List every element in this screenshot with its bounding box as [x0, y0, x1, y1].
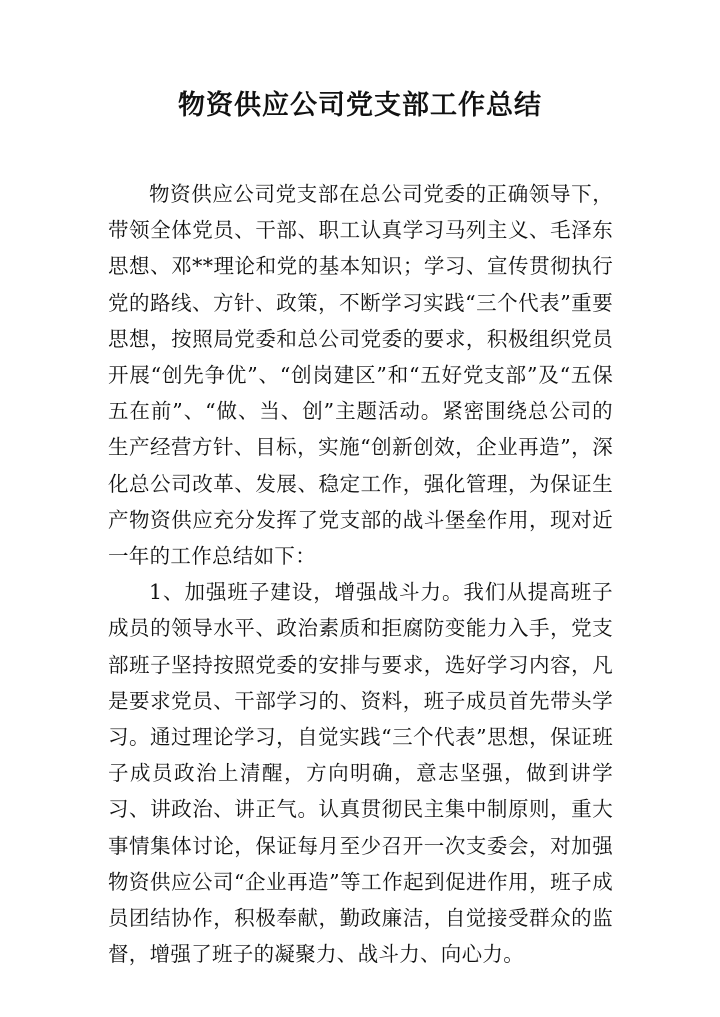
paragraph-intro: 物资供应公司党支部在总公司党委的正确领导下，带领全体党员、干部、职工认真学习马列主义、毛泽东思想、邓**理论和党的基本知识；学习、宣传贯彻执行党的路线、方针、政策，不断学习实践“三个代表”重要思想，按照局党委和总公司党委的要求，积极组织党员开展“创先争优”、“创岗建区”和“五好党支部”及“五保五在前”、“做、当、创”主题活动。紧密围绕总公司的生产经营方针、目标，实施“创新创效，企业再造”，深化总公司改革、发展、稳定工作，强化管理，为保证生产物资供应充分发挥了党支部的战斗堡垒作用，现对近一年的工作总结如下： — [108, 182, 613, 569]
paragraph-section-1: 1、加强班子建设，增强战斗力。我们从提高班子成员的领导水平、政治素质和拒腐防变能力入手，党支部班子坚持按照党委的安排与要求，选好学习内容，凡是要求党员、干部学习的、资料，班子成员首先带头学习。通过理论学习，自觉实践“三个代表”思想，保证班子成员政治上清醒，方向明确，意志坚强，做到讲学习、讲政治、讲正气。认真贯彻民主集中制原则，重大事情集体讨论，保证每月至少召开一次支委会，对加强物资供应公司“企业再造”等工作起到促进作用，班子成员团结协作，积极奉献，勤政廉洁，自觉接受群众的监督，增强了班子的凝聚力、战斗力、向心力。 — [108, 580, 613, 967]
document-body — [108, 176, 613, 972]
document-title: 物资供应公司党支部工作总结 — [178, 90, 542, 121]
